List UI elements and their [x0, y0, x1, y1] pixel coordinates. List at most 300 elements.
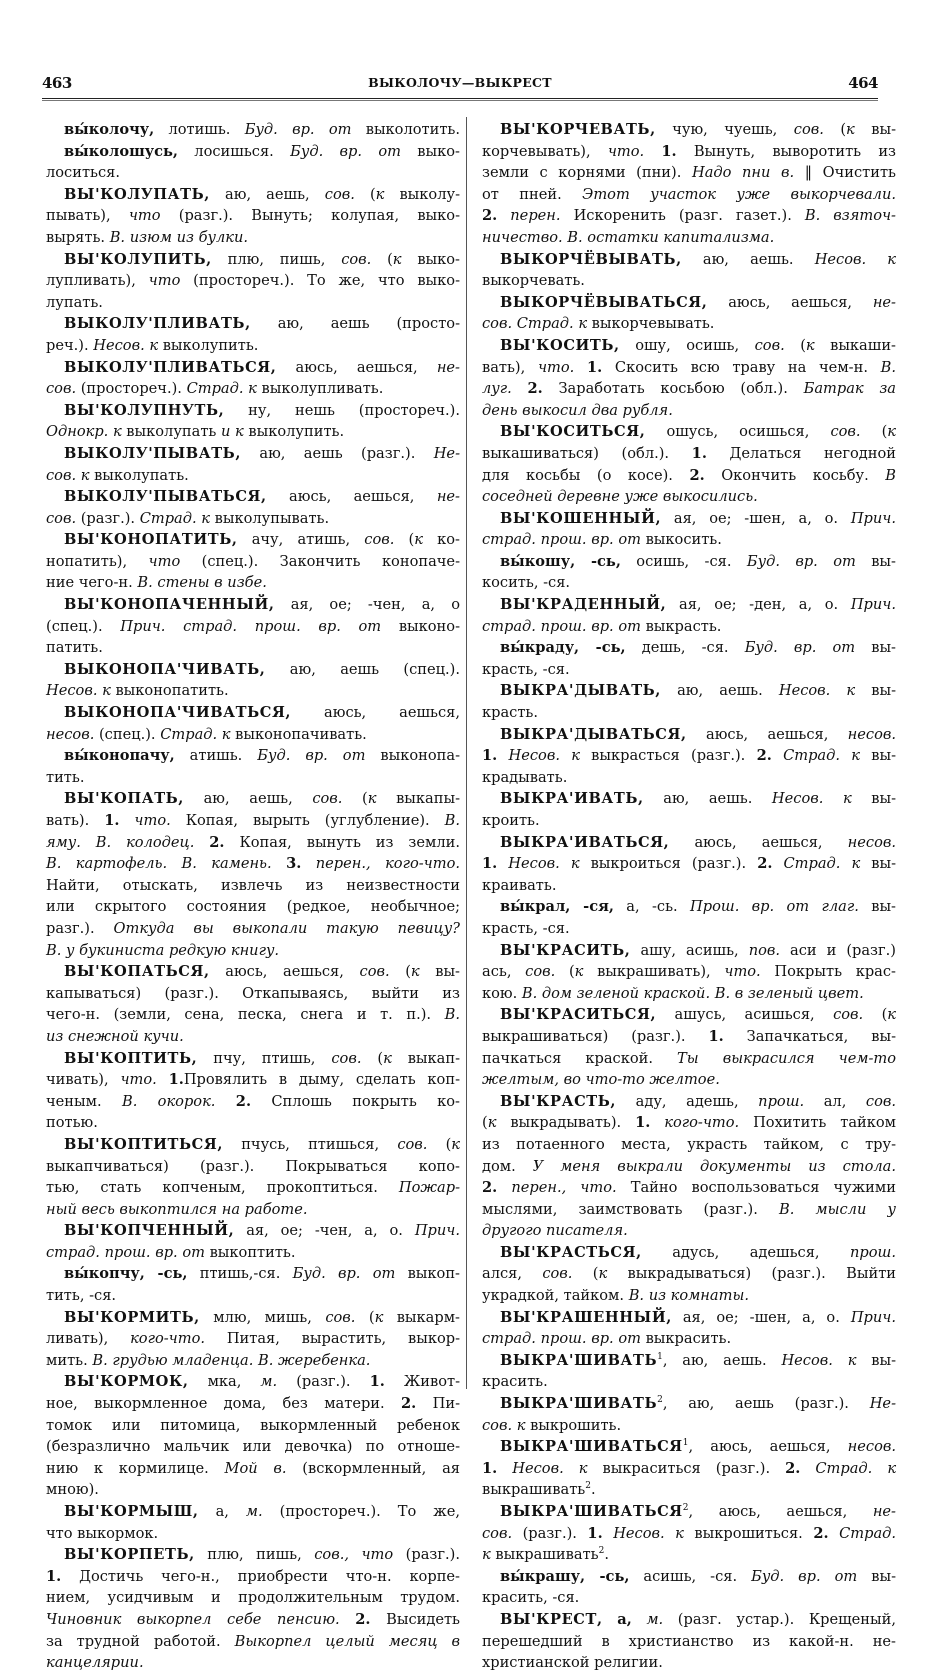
text-run: птишь,-ся.: [187, 1265, 293, 1283]
text-run: дом.: [482, 1157, 533, 1175]
text-run: томок или питомица, выкормленный ребенок: [46, 1416, 460, 1434]
text-run: Прич.: [850, 596, 896, 614]
text-run: Однокр.: [46, 423, 109, 441]
text-line: [46, 896, 460, 918]
text-run: к: [414, 531, 423, 549]
text-run: аю, аешь.: [681, 250, 815, 268]
text-run: 2.: [785, 1459, 801, 1477]
text-line: [46, 184, 460, 206]
text-run: выкрошиться.: [683, 1524, 814, 1542]
text-line: [482, 421, 896, 443]
headword: ВЫКРА'ИВАТЬСЯ,: [500, 833, 670, 851]
text-run: аду, адешь,: [616, 1092, 759, 1110]
column-divider: [466, 117, 467, 1389]
text-line: [46, 1263, 460, 1285]
text-run: .: [604, 1546, 609, 1564]
text-run: Буд. вр. от: [744, 639, 856, 657]
text-run: к: [248, 380, 257, 398]
text-run: вы́кошу, -сь,: [500, 552, 621, 570]
text-run: Заработать косьбою (обл.).: [542, 380, 804, 398]
text-run: кого-что.: [664, 1114, 740, 1132]
text-line: [482, 184, 896, 206]
page-number-left: 463: [42, 74, 72, 92]
text-run: , аю, аешь (разг.).: [662, 1395, 870, 1413]
text-run: выколупить.: [243, 423, 345, 441]
text-run: выкрошить.: [525, 1416, 622, 1434]
text-run: аюсь, аешься,: [707, 293, 873, 311]
text-run: к: [846, 121, 855, 138]
text-run: ашу, асишь,: [630, 941, 749, 959]
text-run: к: [221, 725, 231, 743]
headword: ВЫКОРЧЁВЫВАТЬ,: [500, 250, 682, 268]
text-line: [482, 1112, 896, 1134]
text-run: (разг.).: [393, 1546, 460, 1564]
text-line: [482, 1458, 896, 1480]
text-run: Буд. вр. от: [292, 1265, 396, 1283]
text-run: , аю, аешь.: [662, 1351, 782, 1369]
text-run: 1.: [482, 747, 498, 765]
text-line: [46, 1156, 460, 1178]
text-run: [665, 1525, 676, 1542]
headword: ВЫ'КОСИТЬСЯ,: [500, 423, 646, 441]
text-line: [46, 810, 460, 832]
text-run: вать).: [46, 812, 105, 829]
text-run: к: [574, 963, 584, 981]
text-run: выкорчевывать.: [587, 315, 715, 333]
text-line: [46, 1242, 460, 1264]
text-run: к: [578, 315, 588, 333]
text-run: христианской религии.: [482, 1654, 663, 1672]
text-run: [194, 834, 209, 851]
text-run: к: [149, 336, 159, 354]
text-line: [46, 875, 460, 897]
text-run: к: [374, 1308, 384, 1326]
text-run: аю, аешь,: [209, 185, 325, 203]
text-run: Искоренить (разг. газет.).: [560, 207, 805, 225]
text-run: выкап-: [391, 1049, 460, 1067]
text-run: 1.: [482, 855, 498, 873]
text-run: что.: [537, 358, 575, 376]
text-run: вы́колошусь,: [64, 142, 178, 160]
text-run: [340, 1611, 356, 1628]
text-run: вы-: [851, 790, 897, 808]
text-line: [482, 940, 896, 962]
text-run: выкрадывать).: [496, 1114, 636, 1132]
text-run: У меня выкрали документы из стола.: [532, 1157, 896, 1175]
text-run: Вынуть, выворотить из: [676, 142, 897, 160]
text-run: Несов.: [814, 250, 867, 268]
text-run: [823, 790, 843, 807]
text-run: Питая, вырастить, выкор-: [205, 1330, 461, 1348]
text-run: Страд.: [160, 725, 218, 743]
text-run: к: [410, 963, 420, 981]
text-run: что.: [120, 1071, 157, 1089]
text-run: тить.: [46, 768, 85, 786]
text-run: сов.: [359, 963, 390, 981]
text-run: (спец.). Закончить конопаче-: [180, 552, 461, 570]
text-line: [482, 724, 896, 746]
text-run: что: [148, 552, 181, 570]
text-run: выконопатить.: [110, 682, 229, 700]
text-line: [46, 421, 460, 443]
text-run: выко-: [400, 142, 460, 160]
text-line: [46, 1501, 460, 1523]
text-run: страд. прош. вр. от: [482, 531, 641, 549]
text-run: сов.: [46, 509, 77, 527]
text-line: [46, 1609, 460, 1631]
text-line: [46, 1350, 460, 1372]
text-run: (: [389, 963, 411, 981]
text-line: [46, 1134, 460, 1156]
headword: ВЫ'КРАСИТЬ,: [500, 941, 631, 959]
text-run: сов. Страд.: [482, 315, 574, 333]
text-run: ая, ое; -чен, а, о: [274, 596, 460, 614]
text-line: [482, 637, 896, 659]
text-line: [46, 1393, 460, 1415]
text-run: выко-: [401, 250, 460, 268]
text-run: вы-: [858, 898, 896, 916]
text-run: страд. прош. вр. от: [482, 617, 641, 635]
text-run: к: [487, 1114, 497, 1132]
text-run: 2.: [482, 207, 498, 225]
text-run: выкоптить.: [204, 1243, 296, 1261]
text-run: день выкосил два рубля.: [482, 401, 673, 419]
text-run: вы́конопачу,: [64, 747, 175, 765]
text-line: [46, 1458, 460, 1480]
text-line: [46, 961, 460, 983]
text-run: ‖ Очистить: [794, 164, 896, 182]
text-run: Скосить всю траву на чем-н.: [602, 358, 881, 376]
text-run: Окончить косьбу.: [704, 466, 886, 484]
text-run: (: [863, 1006, 888, 1024]
text-line: [46, 1177, 460, 1199]
text-line: [46, 227, 460, 249]
text-run: 1.: [661, 142, 677, 160]
text-run: выкапчиваться) (разг.). Покрываться копо-: [46, 1157, 460, 1175]
text-run: осишь, -ся.: [620, 552, 747, 570]
text-line: [482, 961, 896, 983]
text-run: не-: [872, 293, 896, 311]
text-run: несов.: [847, 833, 896, 851]
text-line: [482, 357, 896, 379]
text-run: В. грудью младенца. В. жеребенка.: [92, 1351, 371, 1369]
text-run: [650, 1114, 664, 1131]
text-run: Несов.: [93, 336, 145, 354]
headword: ВЫ'КОРЧЕВАТЬ,: [500, 121, 656, 138]
text-run: Ты выкрасился чем-то: [677, 1049, 897, 1067]
text-run: [497, 855, 508, 872]
text-line: [46, 616, 460, 638]
text-run: ошусь, осишься,: [645, 423, 831, 441]
text-run: выкаши-: [814, 336, 896, 354]
text-run: (разг.).: [277, 1373, 370, 1391]
text-run: Тайно воспользоваться чужими: [616, 1179, 896, 1197]
text-run: к: [516, 1416, 526, 1434]
text-run: или скрытого состояния (редкое, необычное;: [46, 898, 460, 916]
text-line: [46, 724, 460, 746]
text-run: [564, 1460, 579, 1477]
text-run: [560, 855, 571, 872]
text-run: из снежной кучи.: [46, 1027, 184, 1045]
text-run: В. картофель. В. камень.: [46, 855, 272, 873]
text-run: [833, 1352, 848, 1369]
text-run: ая, ое; -чен, а, о.: [234, 1222, 415, 1240]
text-run: канцелярии.: [46, 1654, 144, 1672]
text-line: [482, 616, 896, 638]
text-line: [482, 1587, 896, 1609]
text-run: сов.: [312, 790, 343, 808]
text-run: (разг.).: [512, 1524, 588, 1542]
text-line: [482, 702, 896, 724]
text-run: выкарм-: [383, 1308, 460, 1326]
text-run: [829, 1525, 840, 1542]
text-run: сов.: [364, 531, 395, 549]
text-run: Не-: [869, 1395, 896, 1413]
column-left: [46, 119, 460, 1674]
text-line: [46, 465, 460, 487]
text-line: [46, 1220, 460, 1242]
text-run: Несов.: [771, 790, 824, 808]
headword: ВЫ'КОНОПАТИТЬ,: [64, 531, 238, 549]
text-run: (: [342, 790, 368, 808]
text-run: Батрак за: [803, 380, 896, 398]
text-line: [46, 680, 460, 702]
text-line: [482, 1026, 896, 1048]
text-run: патить.: [46, 639, 103, 657]
text-run: Покрыть крас-: [760, 963, 896, 981]
text-run: В. мысли у: [779, 1200, 896, 1218]
headword: ВЫ'КРАСТЬСЯ,: [500, 1243, 642, 1261]
text-line: [46, 141, 460, 163]
text-run: (: [355, 1308, 375, 1326]
text-line: [482, 1220, 896, 1242]
text-run: [603, 1525, 614, 1542]
text-run: страд. прош. вр. от: [46, 1243, 205, 1261]
text-line: [46, 1566, 460, 1588]
text-run: плю, пишь,: [194, 1546, 315, 1564]
text-run: В. изюм из булки.: [109, 228, 249, 246]
text-run: ашусь, асишься,: [656, 1006, 834, 1024]
text-run: сов.: [482, 1416, 513, 1434]
text-run: сов.: [542, 1265, 573, 1283]
running-title: ВЫКОЛОЧУ—ВЫКРЕСТ: [368, 75, 552, 90]
text-run: из потаенного места, украсть тайком, с тру-: [482, 1135, 896, 1153]
text-run: (: [394, 531, 415, 549]
text-line: [46, 162, 460, 184]
text-line: [46, 1652, 460, 1674]
text-line: [46, 1544, 460, 1566]
text-run: за трудной работой.: [46, 1632, 235, 1650]
text-line: [482, 1415, 896, 1437]
text-line: [46, 249, 460, 271]
text-run: аю, аешь.: [661, 682, 779, 700]
text-run: вы-: [856, 1351, 897, 1369]
text-run: [560, 747, 571, 764]
text-run: 2.: [757, 855, 773, 873]
text-run: а,: [198, 1503, 246, 1520]
text-run: [840, 747, 851, 764]
text-run: не-: [436, 488, 460, 506]
text-line: [46, 529, 460, 551]
text-run: [215, 1093, 235, 1110]
text-line: [46, 119, 460, 141]
text-run: что выкормок.: [46, 1524, 159, 1542]
text-run: сов.: [482, 1524, 513, 1542]
text-run: аю, аешь.: [643, 790, 772, 808]
headword: ВЫ'КОПАТЬСЯ,: [64, 963, 210, 981]
headword: ВЫ'КОЛУПИТЬ,: [64, 250, 212, 268]
text-line: [482, 853, 896, 875]
text-line: [46, 594, 460, 616]
text-run: аюсь, аешься,: [686, 725, 848, 743]
headword: ВЫ'КОЛУПНУТЬ,: [64, 401, 225, 419]
text-line: [46, 1048, 460, 1070]
text-run: яму. В. колодец.: [46, 833, 195, 851]
text-run: корчевывать),: [482, 142, 608, 160]
text-run: выкрадываться) (разг.). Выйти: [607, 1265, 897, 1283]
text-line: [46, 832, 460, 854]
text-run: тью, стать копченым, прокоптиться.: [46, 1179, 399, 1197]
text-run: Прош. вр. от глаг.: [690, 898, 859, 916]
text-run: Страд.: [815, 1459, 873, 1477]
text-run: ался,: [482, 1265, 543, 1283]
text-run: тить, -ся.: [46, 1287, 117, 1305]
text-run: (простореч.). То же,: [262, 1503, 460, 1520]
text-run: м.: [646, 1610, 664, 1628]
text-run: выкрасить.: [640, 1330, 732, 1348]
text-run: [512, 380, 528, 397]
text-run: [632, 1611, 647, 1628]
text-run: адусь, адешься,: [641, 1243, 850, 1261]
text-run: Этот участок уже выкорчевали.: [582, 185, 896, 203]
text-line: [46, 1631, 460, 1653]
text-run: [497, 1179, 511, 1196]
text-run: Найти, отыскать, извлечь из неизвестности: [46, 876, 460, 894]
text-run: пывать),: [46, 207, 129, 225]
text-run: лупать.: [46, 293, 103, 311]
text-run: [772, 747, 783, 764]
text-run: вы-: [860, 855, 896, 873]
text-run: аюсь, аешься,: [276, 358, 437, 376]
text-line: [46, 918, 460, 940]
headword: ВЫ'КОСИТЬ,: [500, 336, 620, 354]
text-run: ая, ое; -ден, а, о.: [666, 596, 851, 614]
text-line: [46, 1112, 460, 1134]
page-header: [42, 74, 878, 96]
text-run: Пожар-: [398, 1179, 460, 1197]
text-run: сов.: [46, 466, 77, 484]
text-run: Страд.: [783, 855, 841, 873]
text-line: [482, 1307, 896, 1329]
text-run: нием, усидчивым и продолжительным трудом.: [46, 1589, 460, 1607]
text-run: красть, -ся.: [482, 919, 570, 937]
text-line: [482, 1523, 896, 1545]
text-run: что: [148, 272, 181, 290]
text-line: [482, 1134, 896, 1156]
text-line: [482, 896, 896, 918]
text-run: к: [578, 1459, 588, 1477]
text-run: [497, 747, 508, 764]
text-run: украдкой, тайком.: [482, 1287, 629, 1305]
text-run: выколупить.: [158, 336, 259, 354]
text-line: [46, 1479, 460, 1501]
text-run: [830, 682, 846, 699]
header-rule: [42, 98, 878, 101]
text-run: мною).: [46, 1481, 99, 1499]
text-line: [482, 1091, 896, 1113]
text-run: аюсь, аешься,: [291, 704, 460, 722]
text-run: выкосить.: [640, 531, 722, 549]
text-run: перен., кого-что.: [315, 855, 461, 873]
homonym-index: 2: [657, 1395, 663, 1406]
text-run: несов.: [46, 725, 95, 743]
text-line: [482, 1069, 896, 1091]
text-run: что.: [607, 142, 645, 160]
text-run: (: [823, 121, 847, 138]
text-run: к: [887, 250, 897, 268]
headword: ВЫ'КОШЕННЫЙ,: [500, 509, 662, 527]
text-line: [482, 400, 896, 422]
text-line: [46, 1285, 460, 1307]
text-run: ая, ое; -шен, а, о.: [661, 509, 851, 527]
text-run: от пней.: [482, 185, 583, 203]
text-line: [482, 918, 896, 940]
headword: ВЫ'КОПТИТЬСЯ,: [64, 1135, 224, 1153]
text-line: [482, 205, 896, 227]
text-line: [482, 270, 896, 292]
text-line: [482, 1436, 896, 1458]
text-run: к: [887, 423, 896, 441]
text-line: [482, 680, 896, 702]
text-line: [482, 1242, 896, 1264]
text-run: В.: [444, 1006, 460, 1024]
text-run: ась,: [482, 963, 526, 981]
text-line: [482, 832, 896, 854]
headword: ВЫКОЛУ'ПЫВАТЬСЯ,: [64, 488, 267, 506]
text-run: Несов.: [613, 1524, 665, 1542]
text-run: чивать),: [46, 1071, 121, 1089]
text-run: 1.: [369, 1373, 385, 1391]
text-line: [46, 1415, 460, 1437]
text-line: [482, 227, 896, 249]
text-run: ая, ое; -шен, а, о.: [671, 1308, 851, 1326]
text-run: 2.: [401, 1395, 417, 1413]
text-line: [46, 1523, 460, 1545]
headword: ВЫКОЛУ'ПЛИВАТЬСЯ,: [64, 358, 277, 376]
text-run: к: [367, 790, 377, 808]
text-run: выкрасться (разг.).: [579, 747, 757, 765]
text-run: , аюсь, аешься,: [688, 1503, 873, 1520]
text-run: сов.: [865, 1092, 897, 1110]
text-run: [772, 855, 783, 872]
text-run: что: [128, 207, 161, 225]
text-run: выколупывать.: [209, 509, 330, 527]
text-run: вы́копчу, -сь,: [64, 1265, 188, 1283]
text-run: [497, 1460, 512, 1477]
headword: ВЫ'КРЕСТ,: [500, 1610, 603, 1628]
text-line: [46, 1587, 460, 1609]
text-run: 2.: [235, 1092, 252, 1110]
text-run: выкорчевать.: [482, 272, 585, 290]
text-run: Выкорпел целый месяц в: [234, 1632, 460, 1650]
text-run: сов.: [793, 121, 824, 138]
text-run: Несов.: [512, 1459, 564, 1477]
headword: ВЫ'КОРМОК,: [64, 1373, 189, 1391]
text-run: чую, чуешь,: [655, 121, 794, 138]
text-line: [482, 141, 896, 163]
text-run: крадывать.: [482, 768, 568, 786]
text-run: мка,: [188, 1373, 261, 1391]
